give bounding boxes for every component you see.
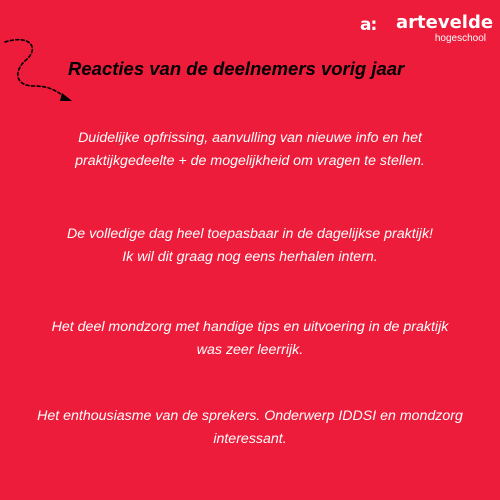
quote-1 <box>20 127 480 173</box>
quote-4-line-2: interessant. <box>213 431 287 447</box>
quote-1-line-1: Duidelijke opfrissing, aanvulling van nieuwe info en het <box>78 130 422 146</box>
quote-4 <box>20 405 480 451</box>
logo-mark: a: <box>360 15 377 35</box>
logo-name: artevelde <box>396 12 494 33</box>
page-title: Reacties van de deelnemers vorig jaar <box>68 58 405 79</box>
quote-4-line-1: Het enthousiasme van de sprekers. Onderwerp IDDSI en mondzorg <box>37 408 463 424</box>
quote-3-line-2: was zeer leerrijk. <box>196 342 304 358</box>
quote-3-line-1: Het deel mondzorg met handige tips en uitvoering in de praktijk <box>51 319 449 335</box>
logo-subtitle: hogeschool <box>434 33 486 44</box>
quote-2 <box>20 223 480 269</box>
quote-2-line-2: Ik wil dit graag nog eens herhalen intern. <box>122 249 378 265</box>
quote-3 <box>20 316 480 362</box>
quote-1-line-2: praktijkgedeelte + de mogelijkheid om vragen te stellen. <box>75 153 425 169</box>
artevelde-logo <box>356 12 494 48</box>
quote-2-line-1: De volledige dag heel toepasbaar in de dagelijkse praktijk! <box>67 226 433 242</box>
